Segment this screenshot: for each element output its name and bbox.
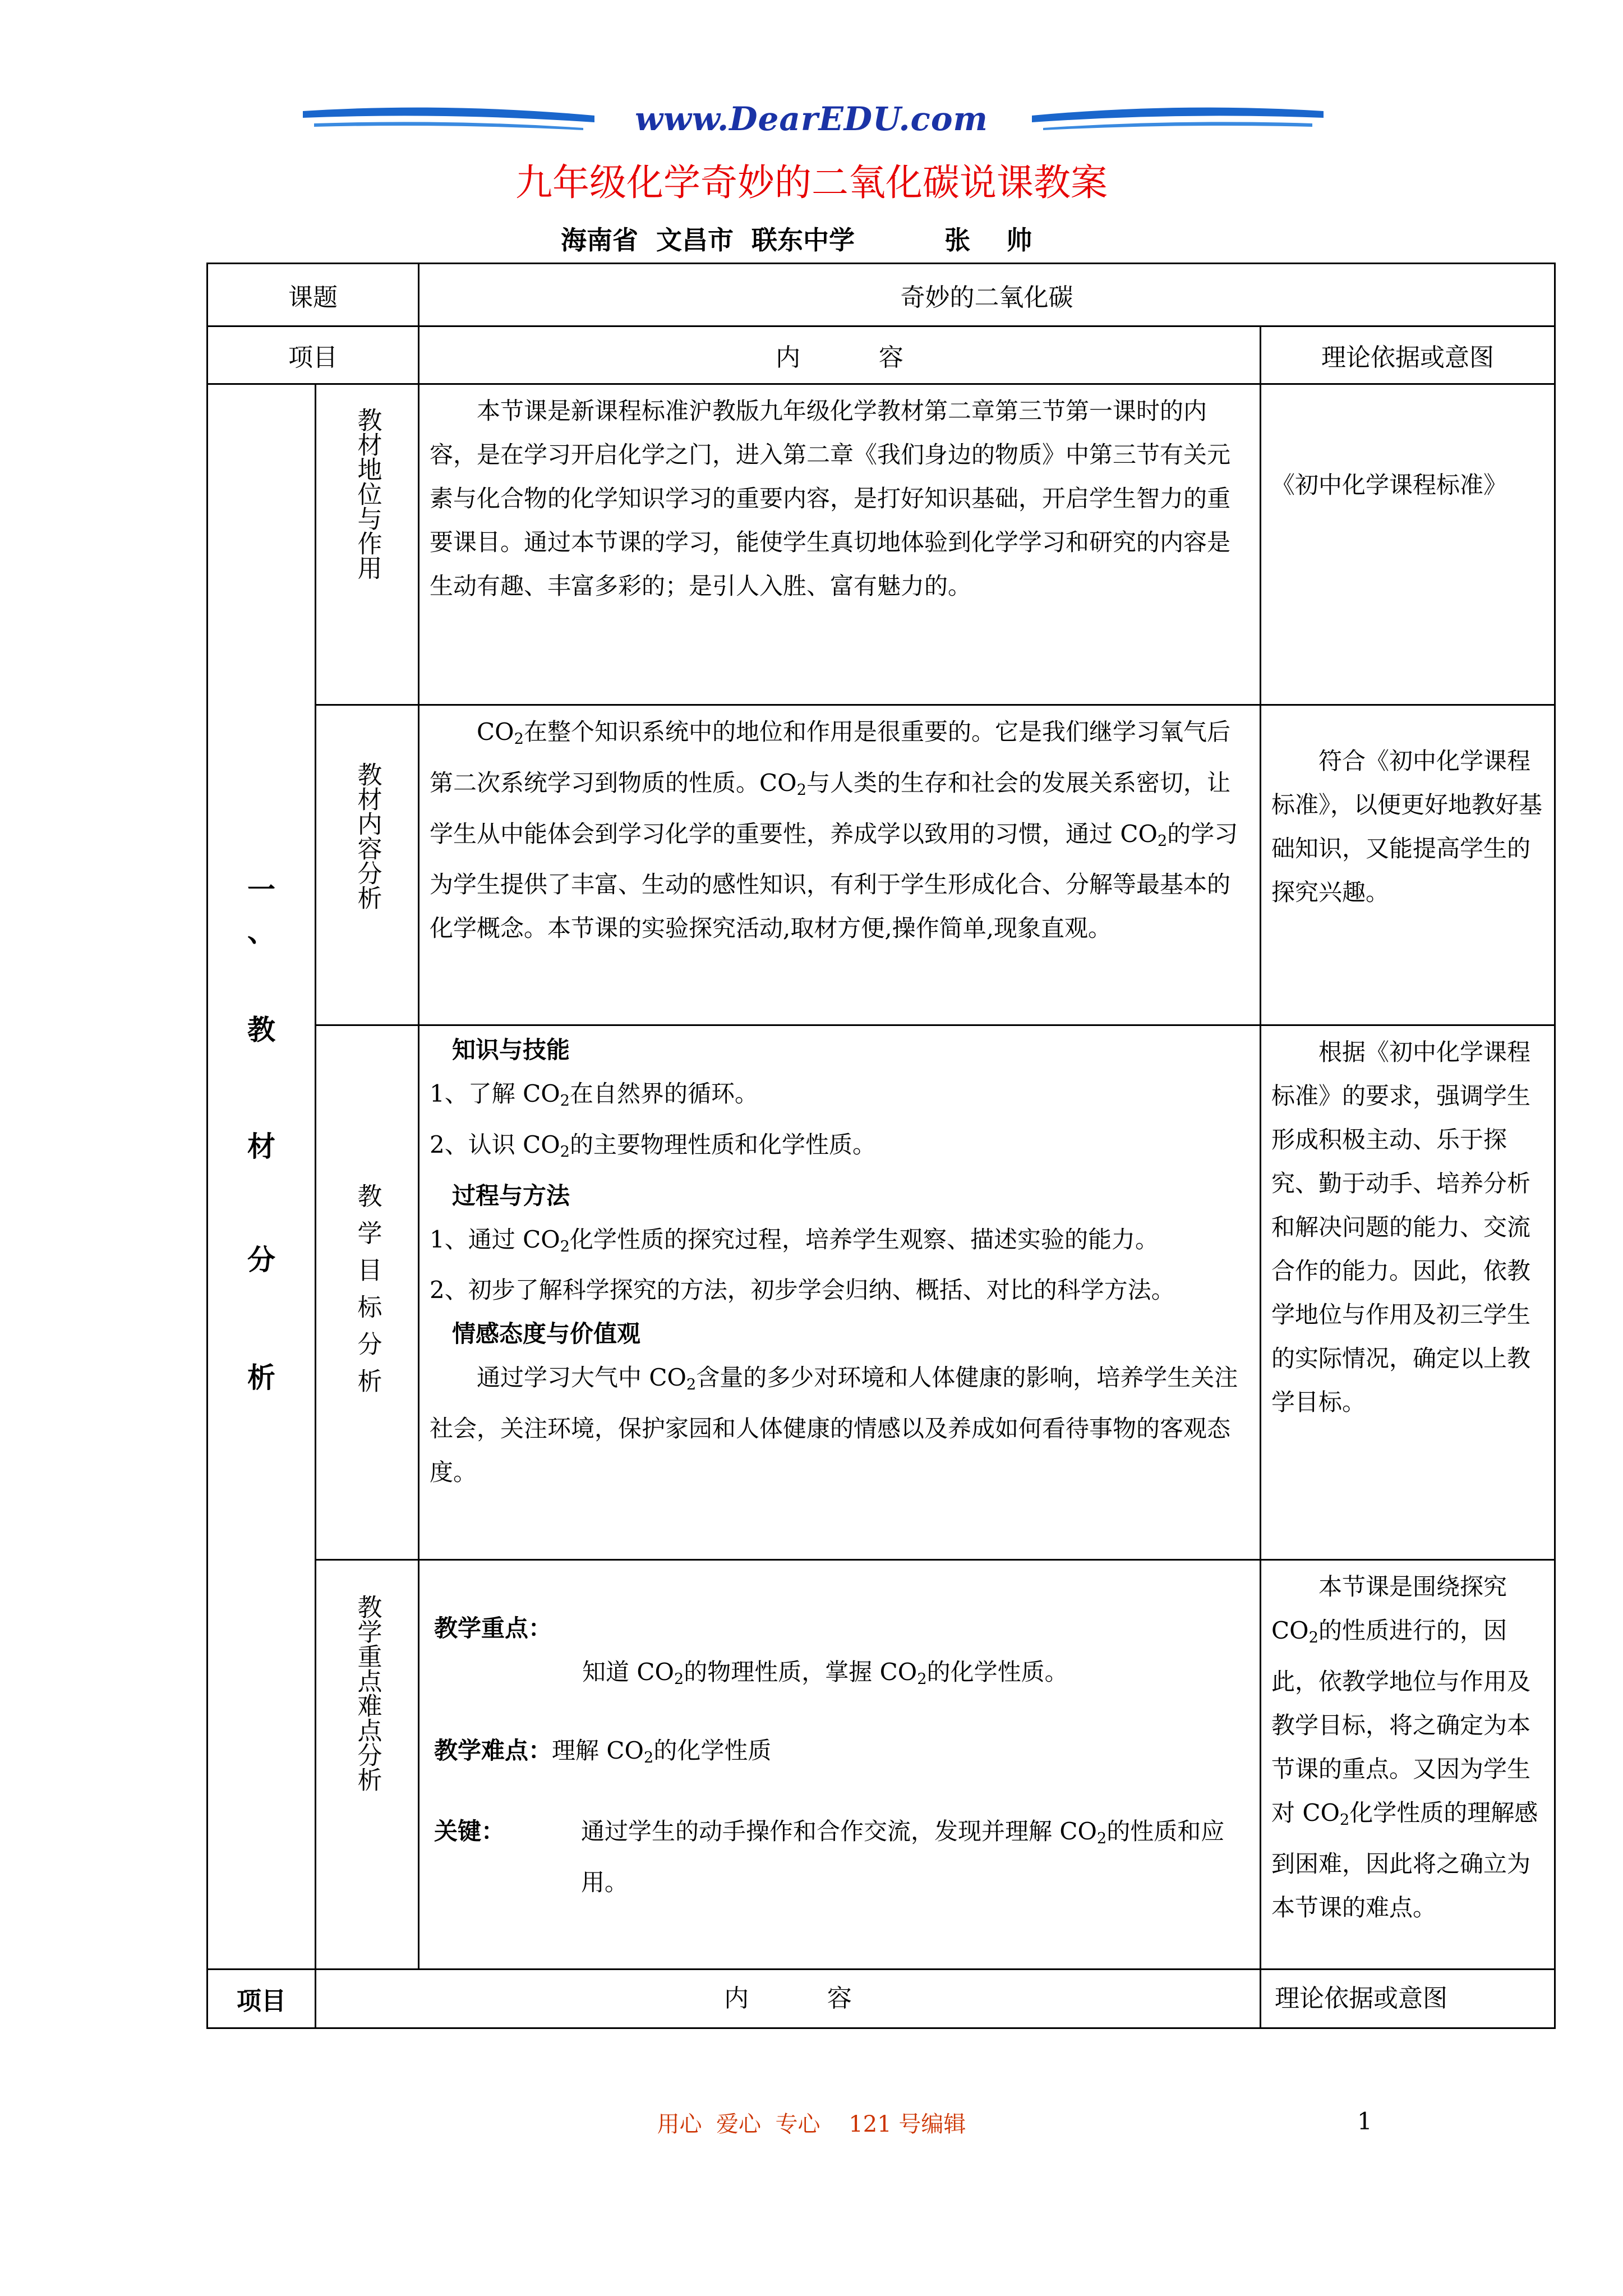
author-line: 海南省 文昌市 联东中学 张 帅 [561,225,1032,255]
footer-item-cell [206,1968,316,2029]
site-banner-text: www.DearEDU.com [635,100,988,138]
section-label-char: 分 [247,1243,275,1276]
difficulty-label: 教学难点： [434,1737,552,1764]
section-label-char: 材 [247,1130,275,1163]
section-label-char: 析 [247,1361,275,1394]
basis-cell-goals [1260,1024,1556,1561]
document-title: 九年级化学奇妙的二氧化碳说课教案 [515,161,1108,204]
topic-label: 课题 [288,283,338,312]
content-cell-position [418,383,1261,706]
topic-value: 奇妙的二氧化碳 [900,283,1073,312]
col-content-header: 内 容 [776,343,903,372]
row-label-content-analysis: 教材内容分析 [353,762,382,910]
goals-heading-attitude: 情感态度与价值观 [452,1320,641,1348]
goals-attitude-text: 通过学习大气中 CO2含量的多少对环境和人体健康的影响，培养学生关注社会，关注环境，保护家园和人体健康的情感以及养成如何看待事物的客观态度。 [430,1364,1238,1487]
basis-cell-position [1260,383,1556,706]
section-label-cell [206,383,316,1970]
footer-item-header: 项目 [237,1987,286,2016]
goals-heading-process: 过程与方法 [452,1181,570,1209]
position-basis: 《初中化学课程标准》 [1271,471,1507,499]
footer-basis-header: 理论依据或意图 [1275,1984,1447,2013]
content-cell-goals [418,1024,1261,1561]
page-number: 1 [1357,2108,1372,2135]
goals-heading-knowledge: 知识与技能 [452,1036,570,1064]
goals-knowledge-2: 2、认识 CO2的主要物理性质和化学性质。 [430,1130,877,1161]
position-text: 本节课是新课程标准沪教版九年级化学教材第二章第三节第一课时的内容，是在学习开启化学之门，进入第二章《我们身边的物质》中第三节有关元素与化合物的化学知识学习的重要内容，是打好知识基础，开启学生智力的重要课目。通过本节课的学习，能使学生真切地体验到化学学习和研究的内容是生动有趣、丰富多彩的；是引人入胜、富有魅力的。 [430,397,1231,600]
goals-process-1: 1、通过 CO2化学性质的探究过程，培养学生观察、描述实验的能力。 [430,1225,1159,1255]
row-label-cell [315,383,419,706]
crux-text: 通过学生的动手操作和合作交流，发现并理解 CO2的性质和应用。 [581,1818,1225,1896]
row-label-keypoints: 教学重点难点分析 [353,1594,382,1792]
row-label-goals: 教学目标分析 [353,1183,382,1405]
footer-content-cell [315,1968,1261,2029]
crux-label: 关键： [434,1818,505,1845]
col-basis-header: 理论依据或意图 [1321,343,1494,372]
footer-basis-cell [1260,1968,1556,2029]
row-label-cell [315,704,419,1026]
col-content-cell [418,325,1261,385]
goals-process-2: 2、初步了解科学探究的方法，初步学会归纳、概括、对比的科学方法。 [430,1276,1175,1304]
footer-content-header: 内 容 [724,1984,852,2013]
basis-cell-analysis [1260,704,1556,1026]
section-label-char: 一 [247,873,275,906]
row-label-position: 教材地位与作用 [353,407,382,580]
topic-label-cell [206,263,419,327]
keypoint-text: 知道 CO2的物理性质，掌握 CO2的化学性质。 [582,1658,1068,1688]
topic-value-cell [418,263,1556,327]
analysis-text: CO2在整个知识系统中的地位和作用是很重要的。它是我们继学习氧气后第二次系统学习到物质的性质。CO2与人类的生存和社会的发展关系密切，让学生从中能体会到学习化学的重要性，养成学以致用的习惯，通过 CO2的学习为学生提供了丰富、生动的感性知识，有利于学生形成化合、分解等最基本的化学概念。本节课的实验探究活动,取材方便,操作简单,现象直观。 [430,718,1238,942]
section-label-char: 教 [247,1013,275,1046]
col-basis-cell [1260,325,1556,385]
page-footer: 用心 爱心 专心 121 号编辑 [657,2111,966,2137]
row-label-cell [315,1559,419,1970]
lesson-table [206,263,1556,2016]
basis-cell-keypoints [1260,1559,1556,1970]
goals-basis: 根据《初中化学课程标准》的要求，强调学生形成积极主动、乐于探究、勤于动手、培养分析和解决问题的能力、交流合作的能力。因此，依教学地位与作用及初三学生的实际情况，确定以上教学目标。 [1271,1038,1531,1416]
goals-knowledge-1: 1、了解 CO2在自然界的循环。 [430,1080,759,1110]
col-item-header: 项目 [288,343,338,372]
content-cell-keypoints [418,1559,1261,1970]
col-item-cell [206,325,419,385]
keypoint-label: 教学重点： [434,1614,552,1642]
content-cell-analysis [418,704,1261,1026]
section-label-char: 、 [247,915,275,948]
analysis-basis: 符合《初中化学课程标准》，以便更好地教好基础知识，又能提高学生的探究兴趣。 [1271,747,1543,906]
keypoints-basis: 本节课是围绕探究 CO2的性质进行的，因此，依教学地位与作用及教学目标，将之确定为本节课的重点。又因为学生对 CO2化学性质的理解感到困难，因此将之确立为本节课的难点。 [1271,1573,1538,1921]
difficulty-line: 教学难点：理解 CO2的化学性质 [434,1737,772,1766]
row-label-cell [315,1024,419,1561]
